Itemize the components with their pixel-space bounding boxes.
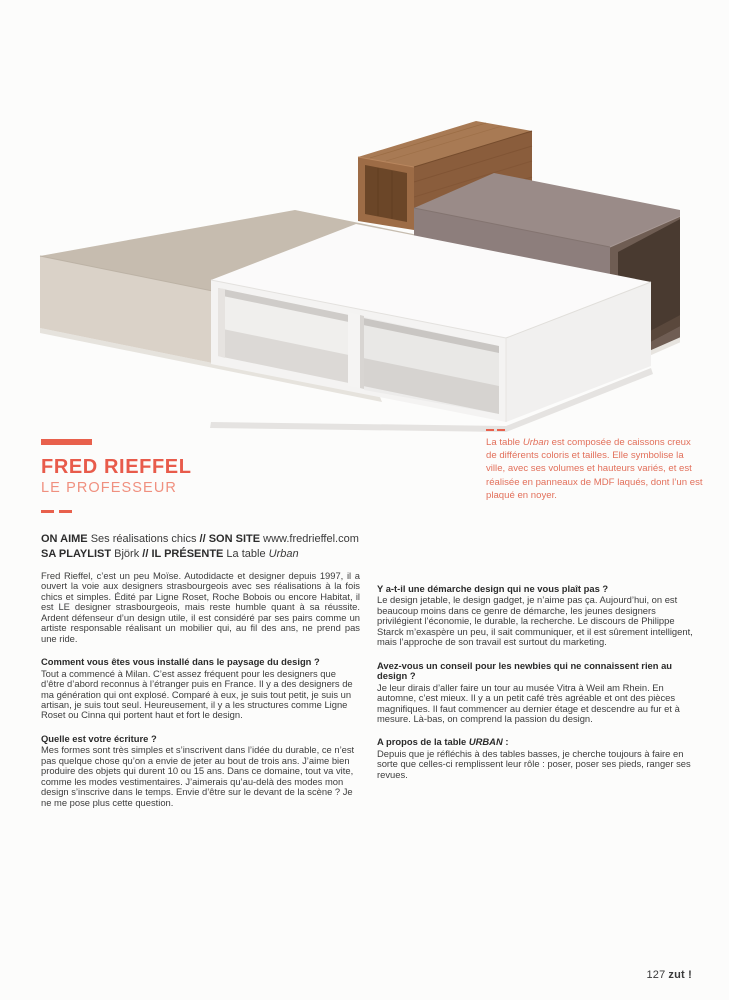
question: Comment vous êtes vous installé dans le paysage du design ?	[41, 656, 320, 668]
qa-block	[377, 584, 702, 648]
article-meta	[41, 532, 381, 561]
caption-marker	[486, 429, 704, 431]
column-right	[377, 571, 702, 808]
answer: Mes formes sont très simples et s’inscrivent dans l’idée du durable, ce n’est pas quelque chose qu’on a envie de jeter au bout de trois ans. J’aime bien produire des objets qui durent 10 ou 15 ans. Dans ce domaine, tout va vite, comme les modes vestimentaires. J’aimerais qu’au-delà des modes mon design s’inscrive dans le temps. Envie d’être sur le devant de la scène ? Je ne me pose plus cette question.	[41, 744, 355, 808]
qa-block	[41, 657, 360, 721]
question: A propos de la table URBAN :	[377, 736, 509, 748]
magazine-name: zut !	[668, 969, 692, 981]
page-number: 127	[646, 969, 666, 981]
answer: Tout a commencé à Milan. C’est assez fréquent pour les designers que d’être d’abord reconnus à l’étranger puis en France. Il y a des designers de ma génération qui ont explosé. Comparé à eux, je suis tout petit, je suis un artisan, je suis tout seul. Heureusement, il y a les structures comme Ligne Roset ou Cinna qui portent haut et fort le design.	[41, 667, 353, 721]
photo-caption	[486, 429, 704, 502]
qa-list-left	[41, 657, 360, 808]
qa-list-right	[377, 584, 702, 780]
caption-text: La table Urban est composée de caissons creux de différents coloris et tailles. Elle symbolise la ville, avec ses volumes et hauteurs variés, et est réalisée en panneaux de MDF laqués, dont l’un est plaqué en noyer.	[486, 437, 703, 501]
intro-paragraph: Fred Rieffel, c’est un peu Moïse. Autodidacte et designer depuis 1997, il a ouvert la voie aux designers strasbourgeois avec ses réalisations à la fois chics et simples. Édité par Ligne Roset, Roche Bobois ou encore Habitat, il est LE designer strasbourgeois, mais reste humble quant à sa réussite. Ardent défenseur d’un design utile, il est considéré par ses pairs comme un artiste responsable réalisant un mobilier qui, au fil des ans, ne prend pas une ride.	[41, 570, 360, 644]
product-photo-urban-table	[30, 100, 680, 445]
answer: Le design jetable, le design gadget, je n’aime pas ça. Aujourd’hui, on est beaucoup moins dans ce genre de démarche, les jeunes designers privilégient l’économie, le durable, la recherche. Le discours de Philippe Starck m’exaspère un peu, il sait communiquer, et il est sûrement intelligent, mais l’approche de son travail est surtout du marketing.	[377, 594, 693, 648]
meta-line-1: ON AIME Ses réalisations chics // SON SITE www.fredrieffel.com	[41, 533, 359, 545]
question: Y a-t-il une démarche design qui ne vous plaît pas ?	[377, 583, 609, 594]
meta-line-2: SA PLAYLIST Björk // IL PRÉSENTE La table Urban	[41, 547, 299, 560]
qa-block	[377, 661, 702, 725]
answer: Je leur dirais d’aller faire un tour au musée Vitra à Weil am Rhein. En automne, c’est mieux. Il y a un petit café très agréable et ont des pièces magnifiques. Il faut commencer au dernier étage et descendre au fur et à mesure. Là-bas, on comprend la passion du design.	[377, 681, 680, 724]
qa-block	[41, 734, 360, 808]
section-dashes	[41, 510, 192, 513]
question: Quelle est votre écriture ?	[41, 732, 157, 744]
article-header	[41, 439, 192, 513]
question: Avez-vous un conseil pour les newbies qui ne connaissent rien au design ?	[377, 659, 673, 682]
page-footer	[646, 969, 692, 981]
designer-role: LE PROFESSEUR	[41, 480, 177, 496]
article-body	[41, 571, 702, 808]
accent-bar	[41, 439, 92, 445]
designer-name: FRED RIEFFEL	[41, 456, 192, 478]
column-left	[41, 571, 360, 808]
urban-table-illustration	[30, 100, 680, 445]
qa-block	[377, 737, 702, 780]
answer: Depuis que je réfléchis à des tables basses, je cherche toujours à faire en sorte que celles-ci remplissent leur rôle : poser, poser ses pieds, ranger ses revues.	[377, 747, 691, 780]
